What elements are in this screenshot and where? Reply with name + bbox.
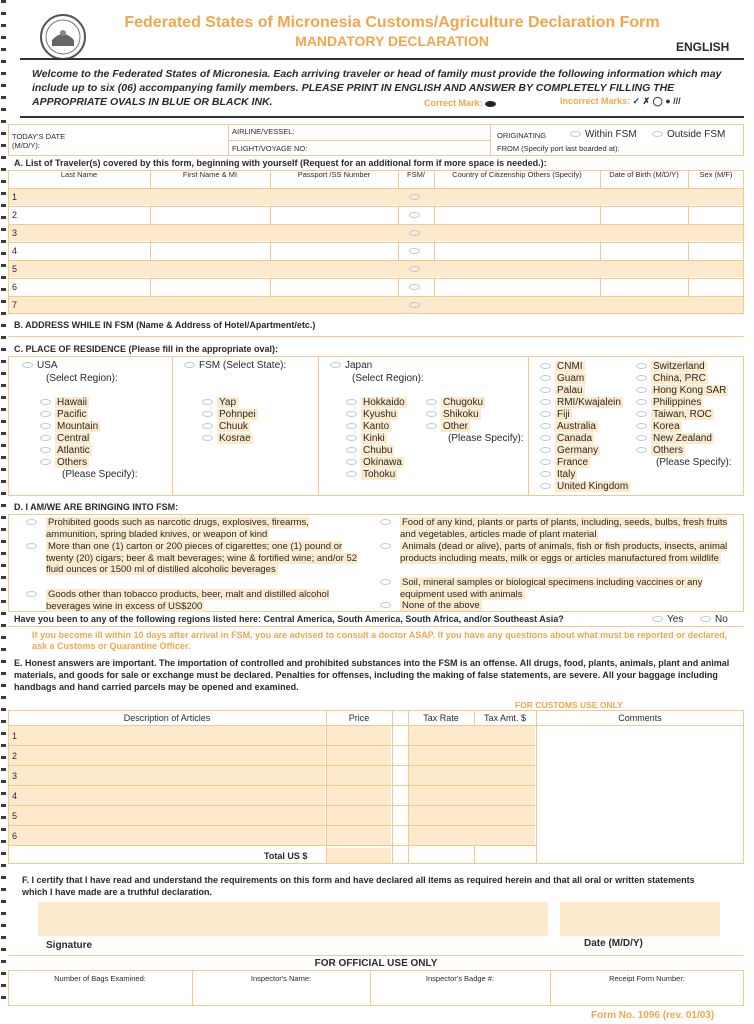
table-row[interactable] [9,260,743,277]
table-row[interactable] [9,826,325,845]
fsm-state-option[interactable]: Kosrae [202,433,253,444]
section-c-title: C. PLACE OF RESIDENCE (Please fill in the appropriate oval): [14,344,279,354]
japan-region-option[interactable]: Chubu [346,445,394,456]
usa-region-option[interactable]: Hawaii [40,397,89,408]
import-item-option[interactable]: Animals (dead or alive), parts of animals, fish or fish products, insects, animal products including meats, milk or eggs or articles manufactured from wildlife [400,541,740,564]
import-item-option[interactable]: Prohibited goods such as narcotic drugs, explosives, firearms, ammunition, spring bladed knives, or weapon of kind [46,517,362,540]
todays-date-label: TODAY'S DATE (M/D/Y): [12,132,66,150]
signature-label: Signature [46,940,93,951]
form-number: Form No. 1096 (rev. 01/03) [591,1010,715,1021]
correct-mark-label: Correct Mark: [424,98,496,108]
row-number: 3 [12,228,18,238]
illness-notice: If you become ill within 10 days after arrival in FSM, you are advised to consult a doctor ASAP. If you have any questions about what must be reported or declared, ask a Customs or Quarantine Officer. [32,630,728,651]
country-option[interactable]: Hong Kong SAR [636,385,728,396]
country-option[interactable]: Korea [636,421,682,432]
fsm-seal [40,14,86,60]
country-option[interactable]: Others [636,445,685,456]
usa-specify-label: (Please Specify): [62,469,138,480]
import-item-option[interactable]: Food of any kind, plants or parts of plants, including, seeds, bulbs, fresh fruits and vegetables, articles made of plant material [400,517,740,540]
country-option[interactable]: Canada [540,433,594,444]
form-title: Federated States of Micronesia Customs/Agriculture Declaration Form [124,14,660,31]
row-number: 2 [12,751,18,761]
section-b-title: B. ADDRESS WHILE IN FSM (Name & Address of Hotel/Apartment/etc.) [14,320,316,330]
official-field[interactable]: Inspector's Badge #: [425,974,495,983]
table-row[interactable] [9,224,743,241]
import-item-option[interactable]: More than one (1) carton or 200 pieces of cigarettes; one (1) pound or twenty (20) cigars; beer & malt beverages; wine & fortified wine; and/or 52 fluid ounces or 1500 ml of distilled alcoholic beverages [46,541,362,576]
from-port-label: FROM (Specify port last boarded at): [497,144,620,153]
total-field[interactable] [327,848,391,863]
fsm-oval[interactable] [409,194,420,200]
col-header: FSM/ [407,170,425,179]
row-number: 3 [12,771,18,781]
col-header: Last Name [60,170,98,179]
japan-region-option[interactable]: Tohoku [346,469,397,480]
fsm-oval[interactable] [409,266,420,272]
japan-specify-label: (Please Specify): [448,433,524,444]
incorrect-marks-label: Incorrect Marks: ✓ ✗ ◯ ● /// [560,96,681,106]
col-header: First Name & MI [182,170,238,179]
country-option[interactable]: Guam [540,373,586,384]
country-option[interactable]: New Zealand [636,433,714,444]
col-header: Passport /SS Number [297,170,371,179]
table-row[interactable] [9,746,325,765]
section-a-title: A. List of Traveler(s) covered by this form, beginning with yourself (Request for an additional form if more space is needed.): [14,158,547,168]
japan-option[interactable]: Japan [330,360,372,371]
import-item-option[interactable]: None of the above [400,600,740,612]
country-option[interactable]: United Kingdom [540,481,630,492]
japan-region-label: (Select Region): [352,373,424,384]
row-number: 6 [12,282,18,292]
country-option[interactable]: CNMI [540,361,585,372]
japan-region-option[interactable]: Kinki [346,433,387,444]
table-row[interactable] [9,296,743,313]
usa-region-option[interactable]: Others [40,457,89,468]
row-number: 6 [12,831,18,841]
outside-fsm-option[interactable]: Outside FSM [652,129,725,140]
row-number: 2 [12,210,18,220]
fsm-oval[interactable] [409,284,420,290]
language-label: ENGLISH [676,40,730,54]
welcome-text: Welcome to the Federated States of Micronesia. Each arriving traveler or head of family must provide the following information which may include up to six (06) accompanying family members. PLEASE PRINT IN ENGLISH AND ANSWER BY COMPLETELY FILLING THE APPROPRIATE OVALS IN BLUE OR BLACK INK. [32,68,722,108]
country-option[interactable]: China, PRC [636,373,708,384]
col-header: Tax Rate [423,713,459,723]
airline-label: AIRLINE/VESSEL: [232,127,295,136]
import-item-option[interactable]: Goods other than tobacco products, beer, malt and distilled alcohol beverages wine in excess of US$200 [46,589,362,612]
official-field[interactable]: Number of Bags Examined: [54,974,146,983]
fsm-oval[interactable] [409,302,420,308]
japan-region-option[interactable]: Chugoku [426,397,485,408]
regions-no-option[interactable]: No [700,614,728,625]
row-number: 1 [12,731,18,741]
countries-specify-label: (Please Specify): [656,457,732,468]
fsm-oval[interactable] [409,248,420,254]
japan-region-option[interactable]: Kanto [346,421,391,432]
official-field[interactable]: Inspector's Name: [250,974,312,983]
col-header: Price [348,713,370,723]
table-row[interactable] [9,188,743,205]
row-number: 1 [12,192,18,202]
country-option[interactable]: Palau [540,385,585,396]
section-e-text: E. Honest answers are important. The importation of controlled and prohibited substances into the FSM is an offense. All drugs, food, plants, animals, plant and animal materials, and goods for sale or exchange must be declared. Penalties for offenses, including the making of false statements, are severe. All your baggage including handbags and hand carried parcels may be opened and examined. [14,658,730,692]
country-option[interactable]: Philippines [636,397,703,408]
row-number: 5 [12,264,18,274]
col-header: Tax Amt. $ [483,713,527,723]
official-field[interactable]: Receipt Form Number: [609,974,685,983]
table-row[interactable] [9,806,325,825]
col-header: Comments [618,713,662,723]
total-label: Total US $ [264,851,308,861]
fsm-oval[interactable] [409,230,420,236]
date-field[interactable] [560,902,720,936]
country-option[interactable]: Fiji [540,409,572,420]
usa-option[interactable]: USA [22,360,58,371]
flight-label: FLIGHT/VOYAGE NO: [232,144,308,153]
within-fsm-option[interactable]: Within FSM [570,129,637,140]
usa-region-option[interactable]: Mountain [40,421,100,432]
row-number: 4 [12,791,18,801]
usa-region-option[interactable]: Atlantic [40,445,92,456]
col-header: Country of Citizenship Others (Specify) [452,170,582,179]
date-label: Date (M/D/Y) [584,938,643,949]
japan-region-option[interactable]: Kyushu [346,409,398,420]
country-option[interactable]: RMI/Kwajalein [540,397,623,408]
japan-region-option[interactable]: Other [426,421,470,432]
country-option[interactable]: Italy [540,469,577,480]
country-option[interactable]: Australia [540,421,598,432]
usa-region-option[interactable]: Pacific [40,409,88,420]
table-row[interactable] [9,766,325,785]
fsm-option[interactable]: FSM (Select State): [184,360,286,371]
binding-edge [0,0,8,1024]
col-header: Description of Articles [123,713,211,723]
country-option[interactable]: Taiwan, ROC [636,409,714,420]
fsm-state-option[interactable]: Yap [202,397,238,408]
japan-region-option[interactable]: Hokkaido [346,397,407,408]
fsm-state-option[interactable]: Pohnpei [202,409,258,420]
customs-use-label: FOR CUSTOMS USE ONLY [515,700,623,710]
section-f-text: F. I certify that I have read and understand the requirements on this form and have declared all items as required herein and that all oral or written statements which I have made are a truthful declaration. [22,875,695,897]
regions-yes-option[interactable]: Yes [652,614,683,625]
regions-question: Have you been to any of the following regions listed here: Central America, South America, South Africa, and/or Southeast Asia? [14,614,564,624]
form-subtitle: MANDATORY DECLARATION [295,33,489,49]
col-header: Date of Birth (M/D/Y) [609,170,679,179]
japan-region-option[interactable]: Shikoku [426,409,481,420]
japan-region-option[interactable]: Okinawa [346,457,404,468]
originating-label: ORIGINATING [497,131,547,140]
fsm-oval[interactable] [409,212,420,218]
table-row[interactable] [9,786,325,805]
col-header: Sex (M/F) [699,170,733,179]
row-number: 7 [12,300,18,310]
usa-region-label: (Select Region): [46,373,118,384]
usa-region-option[interactable]: Central [40,433,91,444]
row-number: 4 [12,246,18,256]
filled-oval-icon [485,101,496,107]
signature-field[interactable] [38,902,548,936]
country-option[interactable]: France [540,457,590,468]
fsm-state-option[interactable]: Chuuk [202,421,250,432]
row-number: 5 [12,811,18,821]
import-item-option[interactable]: Soil, mineral samples or biological specimens including vaccines or any equipment used with animals [400,577,740,600]
section-d-title: D. I AM/WE ARE BRINGING INTO FSM: [14,502,179,512]
table-row[interactable] [9,726,325,745]
official-use-title: FOR OFFICIAL USE ONLY [314,958,438,969]
country-option[interactable]: Germany [540,445,600,456]
country-option[interactable]: Switzerland [636,361,707,372]
